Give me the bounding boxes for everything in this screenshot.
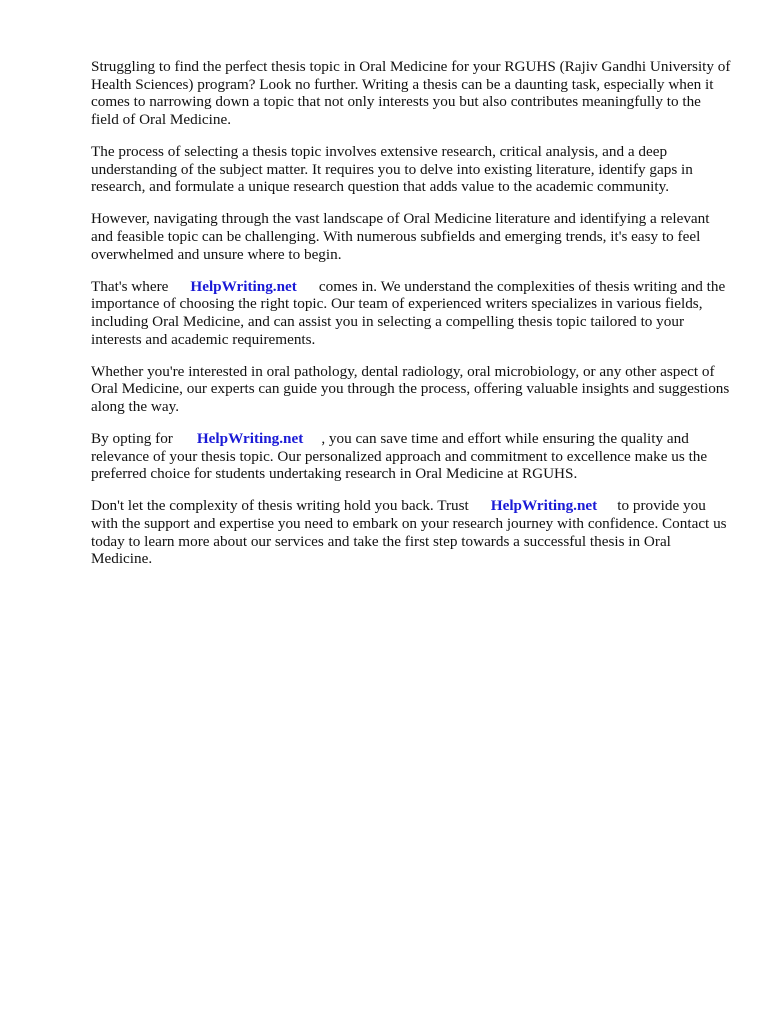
paragraph-process: The process of selecting a thesis topic involves extensive research, critical analysis, and a deep understanding of the subject matter. It requires you to delve into existing literature, identify gaps in research, and formulate a unique research question that adds value to the academic community. <box>91 142 693 196</box>
paragraph-text-before: That's where <box>91 277 169 295</box>
paragraph-interests: Whether you're interested in oral pathology, dental radiology, oral microbiology, or any other aspect of Oral Medicine, our experts can guide you through the process, offering valuable insights and suggestions along the way. <box>91 362 730 415</box>
paragraph-challenges: However, navigating through the vast landscape of Oral Medicine literature and identifying a relevant and feasible topic can be challenging. With numerous subfields and emerging trends, it's easy to feel overwhelmed and unsure where to begin. <box>91 210 710 263</box>
paragraph-trust <box>91 497 731 567</box>
paragraph-text-before: By opting for <box>91 430 173 448</box>
paragraph-text-after: , you can save time and effort while ensuring the quality and relevance of your thesis topic. Our personalized approach and commitment to excellence make us the preferred choice for students undertaking research in Oral Medicine at RGUHS. <box>91 430 708 483</box>
paragraph-text-after: comes in. We understand the complexities of thesis writing and the importance of choosing the right topic. Our team of experienced writers specializes in various fields, including Oral Medicine, and can assist you in selecting a compelling thesis topic tailored to your interests and academic requirements. <box>91 277 726 348</box>
paragraph-thats-where <box>91 278 731 348</box>
paragraph-opting <box>91 430 731 483</box>
paragraph-text-before: Don't let the complexity of thesis writing hold you back. Trust <box>91 497 469 515</box>
document-body <box>91 58 731 582</box>
helpwriting-link[interactable]: HelpWriting.net <box>490 497 598 515</box>
paragraph-intro: Struggling to find the perfect thesis topic in Oral Medicine for your RGUHS (Rajiv Gandhi University of Health Sciences) program? Look no further. Writing a thesis can be a daunting task, especially when it comes to narrowing down a topic that not only interests you but also contributes meaningfully to the field of Oral Medicine. <box>91 58 731 128</box>
helpwriting-link[interactable]: HelpWriting.net <box>190 277 297 295</box>
paragraph-text-after: to provide you with the support and expertise you need to embark on your research journey with confidence. Contact us today to learn more about our services and take the first step towards a successful thesis in Oral Medicine. <box>91 497 727 568</box>
helpwriting-link[interactable]: HelpWriting.net <box>196 430 304 448</box>
